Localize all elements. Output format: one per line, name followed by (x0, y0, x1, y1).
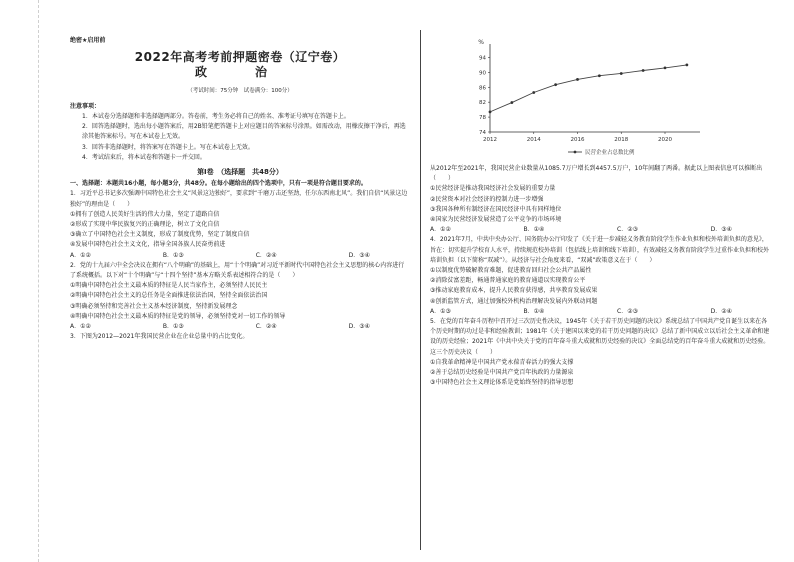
statement: ②形成了实现中华民族复兴的正确理论，树立了文化自信 (70, 221, 220, 229)
statement: ①拥有了创造人民美好生活的伟大力量，坚定了道路自信 (70, 210, 220, 218)
question-stem: 4．2021年7月，中共中央办公厅、国务院办公厅印发了《关于进一步减轻义务教育阶段学生作业负担和校外培训负担的意见》，旨在：切实提升学校育人水平，持续规范校外培训（包括线上培训和线下培训），有效减轻义务教育阶段学生过重作业负担和校外培训负担（以下简称“双减”）。从经济与社会角度来看，“双减”政策意义在于（ ） (430, 236, 770, 264)
right-column (430, 36, 772, 388)
statement: ②明确中国特色社会主义的总任务是全面推进依法治国，坚持全面依法治国 (70, 292, 268, 300)
note-item: 2．回答选择题时，选出每小题答案后，用2B铅笔把答题卡上对应题目的答案标号涂黑。如需改动，用橡皮擦干净后，再选涂其他答案标号。写在本试卷上无效。 (82, 123, 406, 141)
option-d[interactable]: D．③④ (710, 226, 732, 234)
option-c[interactable]: C．②③ (617, 307, 638, 315)
data-point (554, 83, 557, 86)
statement: ①自我革命精神是中国共产党永葆青春活力的强大支撑 (430, 358, 574, 366)
statement: ③确立了中国特色社会主义制度，形成了制度优势，坚定了制度自信 (70, 231, 250, 239)
answer-options (430, 225, 772, 235)
left-column (70, 36, 410, 342)
question-3-after: 从2012年至2021年，我国民营企业数量从1085.7万户增长到4457.5万户，10年间翻了两番。据此以上图表信息可以推断出（ ） (430, 165, 763, 183)
data-point (598, 74, 601, 77)
option-c[interactable]: C．②④ (255, 323, 277, 331)
statement: ③我国各种所有制经济在国民经济中具有同样地位 (430, 205, 562, 213)
question-4 (430, 235, 772, 317)
chart-svg (430, 36, 772, 164)
statement: ④发展中国特色社会主义文化，指导全国各族人民奋勇前进 (70, 241, 226, 249)
y-tick-label: 78 (479, 115, 486, 122)
option-b[interactable]: B．①③ (162, 323, 184, 331)
y-tick-label: 82 (479, 100, 486, 107)
statement: ③明确必须坚持和完善社会主义基本经济制度，坚持新发展理念 (70, 302, 238, 310)
y-tick-label: 86 (479, 85, 486, 92)
question-1 (70, 189, 410, 260)
statement: ②消除贫富差距，畅通普通家庭的教育通道以实现教育公平 (430, 277, 586, 285)
option-b[interactable]: B．①③ (162, 251, 184, 259)
data-point (642, 69, 645, 72)
data-point (532, 91, 535, 94)
exam-meta: （考试时间：75分钟 试卷满分：100分） (187, 87, 293, 94)
answer-options (70, 322, 410, 332)
option-a[interactable]: A．①② (70, 251, 91, 259)
question-2 (70, 261, 410, 332)
statement: ④明确中国特色社会主义最本质的特征是党的领导，必须坚持党对一切工作的领导 (70, 312, 286, 320)
statement: ③中国特色社会主义理论体系是党始终坚持的指导思想 (430, 379, 574, 387)
x-tick-label: 2012 (483, 137, 497, 143)
option-d[interactable]: D．②④ (710, 307, 732, 315)
statement: ④国家为民营经济发展营造了公平竞争的市场环境 (430, 216, 562, 224)
data-point (510, 101, 513, 104)
answer-options (430, 307, 772, 317)
question-stem: 2．党的十九届六中全会决议在拥有“八个明确”的基础上，用“十个明确”对习近平新时代中国特色社会主义思想的核心内容进行了系统概括。以下对“十个明确”与“十四个坚持”基本方略关系表述相符合的是（ ） (70, 261, 405, 280)
option-b[interactable]: B．①④ (523, 226, 545, 234)
option-d[interactable]: D．③④ (348, 323, 370, 331)
volume-heading: 第Ⅰ卷 （选择题 共48分） (197, 168, 283, 177)
data-point (620, 72, 623, 75)
legend-marker (574, 151, 577, 154)
question-stem: 1．习近平总书记多次强调中国特色社会主义“风景这边独好”，要求到“千磨万击还坚劲，任尔东西南北风”。我们自信“风景这边独好”的理由是（ ） (70, 190, 408, 208)
statement: ①民营经济是推动我国经济社会发展的重要力量 (430, 185, 556, 193)
section-heading: 一、选择题：本题共16小题，每小题3分，共48分。在每小题给出的四个选项中，只有一项是符合题目要求的。 (70, 180, 367, 188)
binding-fold-line (38, 0, 40, 562)
data-point (664, 66, 667, 69)
option-a[interactable]: A．①② (430, 226, 451, 234)
subject-title: 政 治 (194, 65, 285, 80)
data-point (685, 64, 688, 67)
data-point (576, 78, 579, 81)
y-tick-label: 94 (479, 55, 486, 62)
question-stem: 5．在党的百年奋斗历程中召开过三次历史性决议，1945年《关于若干历史问题的决议》系统总结了中国共产党自诞生以来在各个历史时期的功过是非和经验教训；1981年《关于建国以来党的若干历史问题的决议》总结了新中国成立以后社会主义革命和建设的历史经验；2021年《中共中央关于党的百年奋斗重大成就和历史经验的决议》全面总结党的百年奋斗重大成就和历史经验。这三个历史决议（ ） (430, 318, 770, 356)
column-divider (420, 30, 421, 550)
answer-options (70, 251, 410, 261)
exam-title: 2022年高考考前押题密卷（辽宁卷） (134, 50, 346, 65)
series-line (490, 65, 687, 112)
statement: ③推动家庭教育成本，提升人民教育获得感，共享教育发展成果 (430, 287, 598, 295)
data-point (489, 110, 492, 113)
option-a[interactable]: A．①② (70, 323, 91, 331)
statement: ②善于总结历史经验是中国共产党百年执政的力量源泉 (430, 369, 574, 377)
option-b[interactable]: B．①④ (523, 307, 545, 315)
y-tick-label: 90 (479, 70, 486, 77)
statement: ①明确中国特色社会主义最本质的特征是人民当家作主，必须坚持人民民主 (70, 282, 268, 290)
x-tick-label: 2020 (658, 137, 672, 143)
option-a[interactable]: A．①③ (430, 307, 451, 315)
note-item: 4．考试结束后，将本试卷和答题卡一并交回。 (82, 153, 206, 161)
note-item: 1．本试卷分选择题和非选择题两部分。答卷前，考生务必将自己的姓名、准考证号填写在答题卡上。 (82, 113, 350, 121)
option-d[interactable]: D．③④ (348, 251, 370, 259)
note-item: 3．回答非选择题时，将答案写在答题卡上。写在本试卷上无效。 (82, 143, 254, 151)
share-line-chart (430, 36, 772, 164)
x-tick-label: 2016 (570, 137, 585, 143)
legend-label: 民营企业占总数比例 (585, 150, 635, 156)
statement: ①以制度优势破解教育难题，促进教育回归社会公共产品属性 (430, 267, 592, 275)
question-3-stem: 3．下图为2012—2021年我国民营企业在企业总量中的占比变化。 (70, 333, 249, 341)
notes-heading: 注意事项： (70, 102, 101, 110)
option-c[interactable]: C．②③ (617, 226, 638, 234)
x-tick-label: 2014 (526, 137, 541, 143)
option-c[interactable]: C．②④ (255, 251, 277, 259)
x-tick-label: 2018 (614, 137, 629, 143)
statement: ④创新监管方式，通过加强校外机构治理解决发展内外联动问题 (430, 297, 598, 305)
statement: ②民营资本对社会经济的控制力进一步增强 (430, 195, 544, 203)
secret-mark: 绝密★启用前 (70, 37, 106, 44)
y-tick-label: 74 (479, 130, 486, 136)
y-axis-unit: % (478, 39, 484, 46)
question-5 (430, 317, 772, 388)
